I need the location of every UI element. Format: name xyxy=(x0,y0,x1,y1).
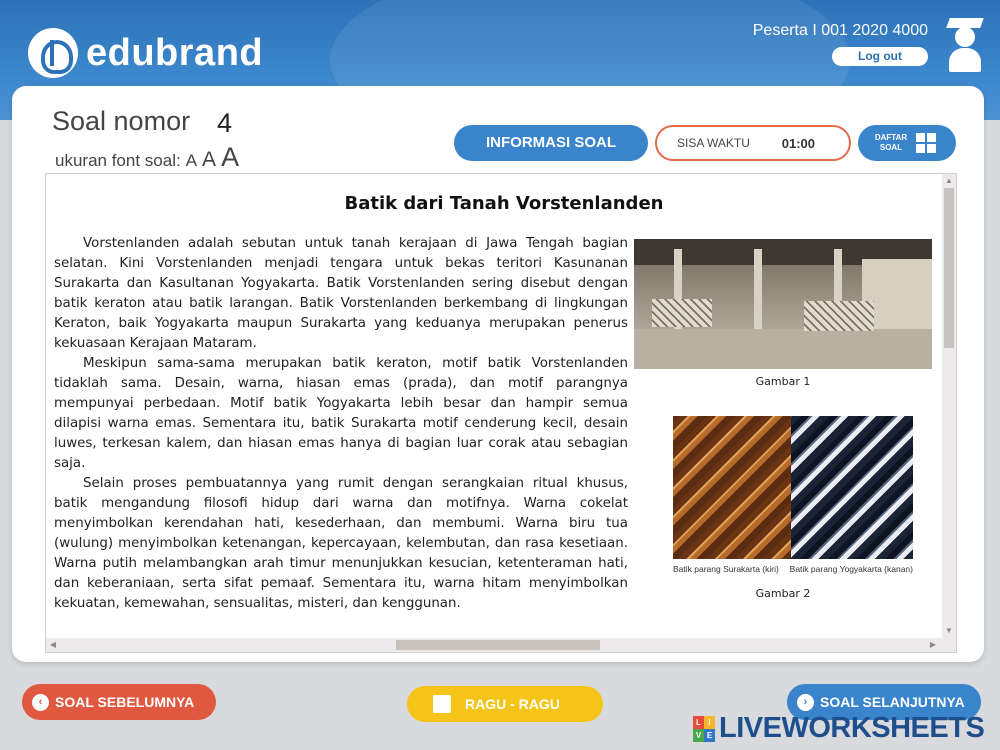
question-title: Soal nomor xyxy=(52,106,191,136)
figure-2-label-right: Batik parang Yogyakarta (kanan) xyxy=(789,564,913,574)
scroll-down-icon[interactable]: ▼ xyxy=(945,626,953,635)
liveworksheets-logo-icon xyxy=(693,716,715,742)
article-title: Batik dari Tanah Vorstenlanden xyxy=(344,193,664,214)
font-size-small-button[interactable]: A xyxy=(185,151,198,170)
article-paragraph: Selain proses pembuatannya yang rumit dengan serangkaian ritual khusus, batik mengandung filosofi hidup dari warna dan motifnya. Warna cokelat menyimbolkan kerendahan hati, kesederhaan, dan membumi. Warna biru tua (wulung) menyimbolkan ketenangan, kepercayaan, kelembutan, dan rasa kesetiaan. Warna putih melambangkan arah timur menunjukkan kesucian, ketenteraman hati, dan keberaniaan, serta sifat pemaaf. Sementara itu, warna hitam menyimbolkan kekuatan, kemewahan, sensualitas, misteri, dan kenggunan. xyxy=(54,476,628,611)
scroll-up-icon[interactable]: ▲ xyxy=(945,176,953,185)
article-paragraph: Meskipun sama-sama merupakan batik keraton, motif batik Vorstenlanden tidaklah sama. Desain, warna, hiasan emas (prada), dan motif parangnya mempunyai perbedaan. Motif batik Yogyakarta lebih besar dan hampir semua dilapisi warna emas. Sementara itu, batik Surakarta motif cenderung kecil, desain luwes, terkesan kalem, dan hiasan emas hanya di bagian luar corak atau sebagian saja. xyxy=(54,356,628,471)
logo-letter: E xyxy=(704,729,715,742)
scroll-right-icon[interactable]: ▶ xyxy=(929,640,937,649)
doubt-button[interactable] xyxy=(407,686,603,722)
previous-question-label: SOAL SEBELUMNYA xyxy=(55,694,195,710)
chevron-right-icon: › xyxy=(797,694,814,711)
font-size-label: ukuran font soal: xyxy=(55,151,181,170)
previous-question-button[interactable] xyxy=(22,684,216,720)
horizontal-scrollbar[interactable] xyxy=(46,638,957,652)
question-list-label-line1: DAFTAR xyxy=(874,133,908,142)
figure-2-batik-parang-image xyxy=(673,416,913,559)
figure-1-caption: Gambar 1 xyxy=(755,375,811,388)
vertical-scroll-thumb[interactable] xyxy=(944,188,954,348)
question-list-button[interactable] xyxy=(858,125,956,161)
vertical-scrollbar[interactable] xyxy=(942,174,956,652)
time-remaining xyxy=(655,125,851,161)
student-avatar-icon xyxy=(946,18,986,72)
batik-yogyakarta-swatch xyxy=(791,416,913,559)
logo-letter: L xyxy=(693,716,704,729)
avatar-body xyxy=(949,48,981,72)
figure-2-label-left: Batik parang Surakarta (kiri) xyxy=(673,564,779,574)
question-info-button[interactable]: INFORMASI SOAL xyxy=(454,125,648,161)
brain-logo-icon xyxy=(28,28,78,78)
avatar-head xyxy=(955,27,975,47)
question-list-label-line2: SOAL xyxy=(879,143,903,152)
font-size-selector xyxy=(55,142,239,173)
grid-icon xyxy=(916,133,936,153)
batik-surakarta-swatch xyxy=(673,416,791,559)
question-number: 4 xyxy=(217,108,233,138)
scroll-left-icon[interactable]: ◀ xyxy=(49,640,57,649)
participant-id: Peserta I 001 2020 4000 xyxy=(752,22,928,39)
logout-button[interactable]: Log out xyxy=(832,47,928,66)
timer-label: SISA WAKTU xyxy=(677,136,750,150)
question-list-label xyxy=(874,133,908,153)
timer-value: 01:00 xyxy=(781,135,815,151)
figure-1-photo-batik-workers xyxy=(634,239,932,369)
question-content xyxy=(46,174,942,638)
brand-logo xyxy=(28,28,263,78)
font-size-medium-button[interactable]: A xyxy=(202,148,217,171)
checkbox-icon xyxy=(433,695,451,713)
question-content-panel[interactable] xyxy=(45,173,957,653)
figure-2-labels xyxy=(673,564,913,574)
logo-letter: V xyxy=(693,729,704,742)
article-body xyxy=(54,234,628,614)
article-paragraph: Vorstenlanden adalah sebutan untuk tanah kerajaan di Jawa Tengah bagian selatan. Kini Vorstenlanden menjadi tengara untuk bekas teritori Kasunanan Surakarta dan Kasultanan Yogyakarta. Batik Vorstenlanden sering disebut dengan batik keraton atau batik larangan. Batik Vorstenlanden berkembang di lingkungan Keraton, baik Yogyakarta maupun Surakarta yang keduanya merupakan penerus kekuasaan Kerajaan Mataram. xyxy=(54,236,628,351)
chevron-left-icon: ‹ xyxy=(32,694,49,711)
horizontal-scroll-thumb[interactable] xyxy=(396,640,600,650)
logo-letter: I xyxy=(704,716,715,729)
next-question-label: SOAL SELANJUTNYA xyxy=(820,694,965,710)
figure-2-caption: Gambar 2 xyxy=(755,587,811,600)
font-size-large-button[interactable]: A xyxy=(221,142,240,172)
watermark-text: LIVEWORKSHEETS xyxy=(719,712,985,744)
question-card xyxy=(12,86,984,662)
liveworksheets-watermark xyxy=(693,712,984,745)
brand-name: edubrand xyxy=(86,31,264,74)
doubt-label: RAGU - RAGU xyxy=(465,696,560,712)
